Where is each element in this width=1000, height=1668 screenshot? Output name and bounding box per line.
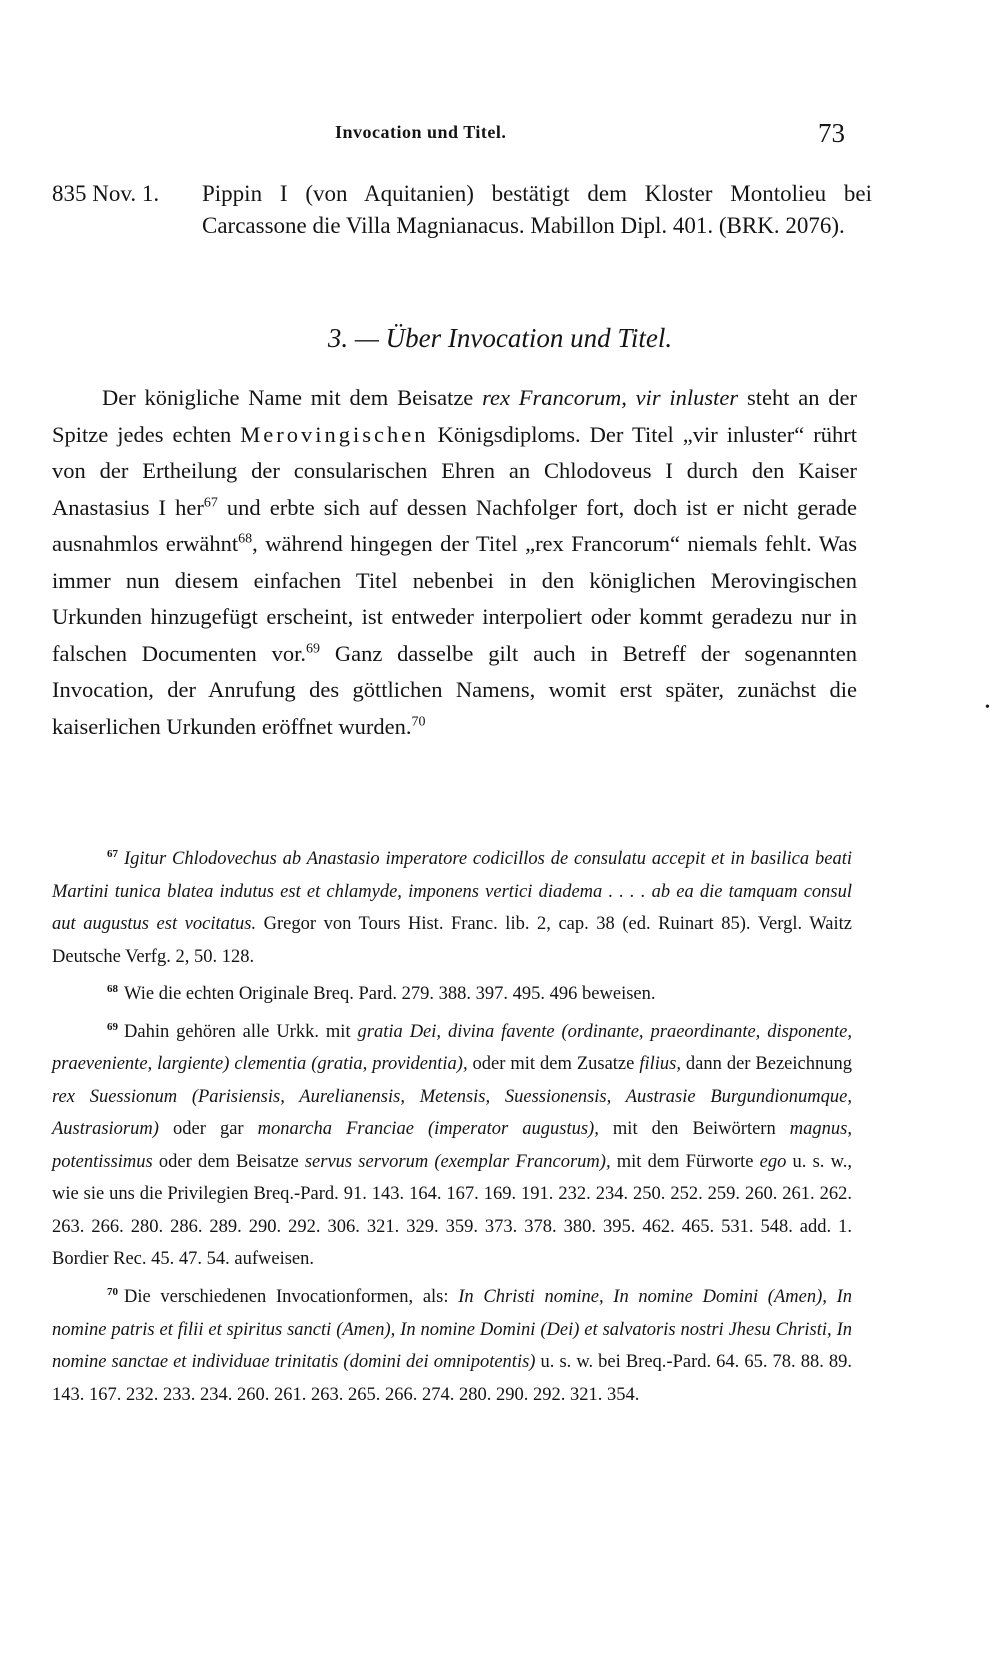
entry-text: Pippin I (von Aquitanien) bestätigt dem Kloster Montolieu bei Carcassone die Villa Magnianacus. Mabillon Dipl. 401. (BRK. 2076). bbox=[202, 181, 872, 238]
footnote-number: 69 bbox=[107, 1020, 118, 1033]
footnote-text: dann der Bezeichnung bbox=[680, 1054, 852, 1075]
text-run: Königsdiploms. Der Titel „vir inluster“ rührt von der Ertheilung der consularischen Ehren an Chlodoveus I durch den Kaiser Anastasius I her bbox=[52, 421, 857, 520]
footnote-text-italic: rex Suessionum (Parisiensis, Aurelianensis, Metensis, Suessionensis, Austrasie Burgundionumque, Austrasiorum) bbox=[52, 1086, 852, 1140]
footnote-text: oder dem Beisatze bbox=[152, 1151, 305, 1172]
footnote-67 bbox=[52, 838, 852, 973]
footnote-68 bbox=[52, 973, 852, 1011]
footnote-ref-67: 67 bbox=[203, 495, 218, 510]
text-run-italic: rex Francorum, vir inluster bbox=[482, 385, 739, 410]
footnote-text-italic: filius, bbox=[639, 1054, 681, 1075]
footnote-text: Die verschiedenen Invocationformen, als: bbox=[124, 1287, 459, 1308]
running-title: Invocation und Titel. bbox=[335, 122, 507, 142]
footnote-text: oder mit dem Zusatze bbox=[467, 1054, 640, 1075]
footnote-ref-69: 69 bbox=[306, 641, 320, 656]
text-run: Ganz dasselbe gilt auch in Betreff der sogenannten Invocation, der Anrufung des göttlichen Namens, womit erst später, zunächst die kaiserlichen Urkunden eröffnet wurden. bbox=[52, 640, 857, 739]
paragraph bbox=[52, 380, 857, 745]
footnote-70 bbox=[52, 1276, 852, 1411]
page-number: 73 bbox=[818, 118, 845, 148]
footnote-text-italic: In Christi nomine, In nomine Domini (Amen), In nomine patris et filii et spiritus sancti (Amen), In nomine Domini (Dei) et salvatoris nostri Jhesu Christi, In nomine sanctae et individuae trinitatis (domini dei omnipotentis) bbox=[52, 1287, 852, 1373]
text-run-spaced: Merovingischen bbox=[240, 421, 429, 447]
footnote-text: Wie die echten Originale Breq. Pard. 279. 388. 397. 495. 496 beweisen. bbox=[124, 984, 656, 1005]
footnote-text-italic: Igitur Chlodovechus ab Anastasio imperatore codicillos de consulatu accepit et in basilica beati Martini tunica blatea indutus est et chlamyde, imponens vertici diadema . . . . ab ea die tamquam consul aut augustus est vocitatus. bbox=[52, 849, 852, 935]
footnote-text-italic: ego bbox=[759, 1151, 787, 1172]
footnote-text-italic: servus servorum (exemplar Francorum), bbox=[304, 1151, 611, 1172]
text-run: steht an der Spitze jedes echten bbox=[52, 385, 857, 447]
body-paragraph bbox=[52, 380, 857, 745]
print-mark: • bbox=[985, 700, 990, 715]
text-run: Der königliche Name mit dem Beisatze bbox=[102, 385, 483, 410]
footnote-text: u. s. w., wie sie uns die Privilegien Breq.-Pard. 91. 143. 164. 167. 169. 191. 232. 234. 250. 252. 259. 260. 261. 262. 263. 266. 280. 286. 289. 290. 292. 306. 321. 329. 359. 373. 378. 380. 395. 462. 465. 531. 548. add. 1. Bordier Rec. 45. 47. 54. aufweisen. bbox=[52, 1151, 853, 1270]
footnote-text: Dahin gehören alle Urkk. mit bbox=[124, 1021, 358, 1042]
footnote-ref-70: 70 bbox=[411, 714, 426, 729]
footnote-text-italic: monarcha Franciae (imperator augustus), bbox=[257, 1119, 599, 1140]
footnotes bbox=[52, 838, 852, 1411]
text-run: , während hingegen der Titel „rex Francorum“ niemals fehlt. Was immer nun diesem einfachen Titel nebenbei in den königlichen Merovingischen Urkunden hinzugefügt erscheint, ist entweder interpoliert oder kommt geradezu nur in falschen Documenten vor. bbox=[52, 531, 857, 666]
text-run: und erbte sich auf dessen Nachfolger fort, doch ist er nicht gerade ausnahmlos erwähnt bbox=[52, 494, 857, 556]
footnote-number: 67 bbox=[107, 848, 118, 860]
section-title: 3. — Über Invocation und Titel. bbox=[327, 323, 673, 353]
footnote-text: u. s. w. bei Breq.-Pard. 64. 65. 78. 88. 89. 143. 167. 232. 233. 234. 260. 261. 263. 265. 266. 274. 280. 290. 292. 321. 354. bbox=[52, 1352, 853, 1405]
entry-date: 835 Nov. 1. bbox=[52, 181, 160, 206]
footnote-text-italic: magnus, potentissimus bbox=[52, 1119, 852, 1172]
footnote-text: Gregor von Tours Hist. Franc. lib. 2, cap. 38 (ed. Ruinart 85). Vergl. Waitz Deutsche Verfg. 2, 50. 128. bbox=[52, 914, 852, 967]
footnote-ref-68: 68 bbox=[238, 531, 253, 547]
footnote-number: 70 bbox=[107, 1285, 118, 1298]
footnote-text: mit den Beiwörtern bbox=[598, 1119, 790, 1140]
footnote-69 bbox=[52, 1011, 852, 1276]
footnote-text: oder gar bbox=[158, 1119, 258, 1140]
footnote-text-italic: gratia Dei, divina favente (ordinante, praeordinante, disponente, praeveniente, largiente) clementia (gratia, providentia), bbox=[52, 1021, 853, 1075]
footnote-text: mit dem Fürworte bbox=[610, 1151, 760, 1172]
footnote-number: 68 bbox=[107, 983, 118, 996]
